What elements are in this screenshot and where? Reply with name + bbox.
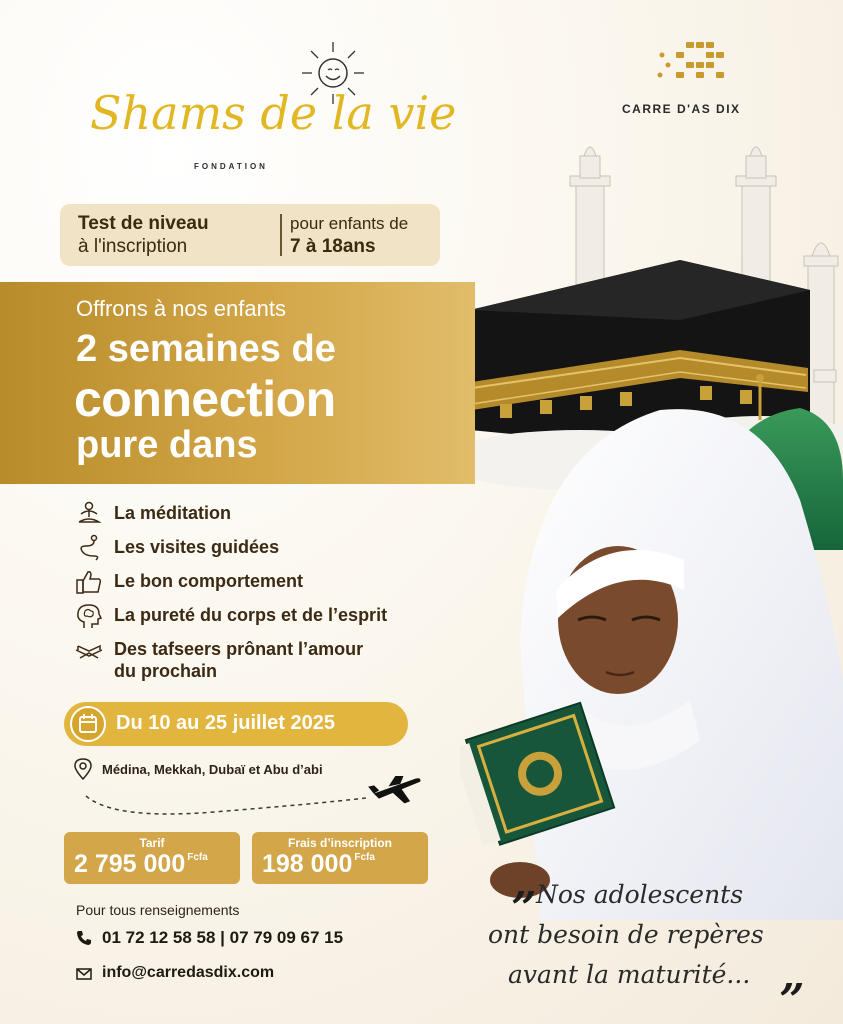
fondation-label: FONDATION	[194, 162, 268, 171]
location-text: Médina, Mekkah, Dubaï et Abu d’abi	[102, 762, 323, 777]
feature-label: La méditation	[114, 503, 232, 523]
quote-line1: Nos adolescents	[536, 880, 744, 909]
frais-label: Frais d’inscription	[287, 836, 392, 850]
shams-script-text: Shams de la vie	[90, 86, 457, 140]
carre-d-as-dix-logo	[612, 40, 762, 120]
contact-title: Pour tous renseignements	[76, 902, 240, 918]
frais-currency: Fcfa	[354, 852, 375, 863]
feature-label-line2: du prochain	[114, 661, 217, 681]
thumbs-up-icon	[74, 568, 104, 596]
quote-close-mark: „	[780, 950, 806, 1001]
carre-logo-mark-icon	[656, 40, 726, 84]
route-icon	[74, 534, 104, 562]
quote-line3: avant la maturité...	[508, 960, 751, 989]
features-list	[74, 498, 454, 686]
tarif-value	[74, 850, 208, 879]
feature-item	[74, 600, 454, 634]
carre-d-as-dix-name: CARRE D'AS DIX	[622, 102, 741, 116]
feature-label: La pureté du corps et de l’esprit	[114, 605, 388, 625]
flight-path	[74, 776, 424, 826]
test-de-niveau-badge	[60, 204, 440, 266]
feature-label: Le bon comportement	[114, 571, 304, 591]
age-range-line2: 7 à 18ans	[290, 236, 376, 257]
feature-item	[74, 634, 454, 686]
quote-block	[484, 858, 814, 1001]
tarif-amount: 2 795 000	[74, 850, 186, 878]
mail-icon	[76, 966, 92, 982]
test-de-niveau-left	[78, 212, 278, 258]
email-row	[76, 962, 436, 990]
headline-line2: 2 semaines de	[76, 328, 336, 370]
email-address[interactable]: info@carredasdix.com	[102, 964, 275, 981]
age-range	[290, 212, 440, 258]
pill-divider	[280, 214, 282, 256]
tarif-currency: Fcfa	[187, 852, 208, 863]
headline-banner	[0, 282, 475, 484]
phone-icon	[76, 930, 92, 946]
brain-icon	[74, 602, 104, 630]
quote-open-mark: „	[512, 858, 538, 909]
kaaba-and-girl-illustration	[460, 120, 843, 920]
frais-value	[262, 850, 375, 879]
calendar-icon	[70, 706, 106, 742]
headline-line4: pure dans	[76, 424, 258, 466]
location-row	[74, 758, 424, 818]
test-de-niveau-line2: à l'inscription	[78, 236, 188, 257]
headline-line1: Offrons à nos enfants	[76, 296, 286, 321]
tarif-label: Tarif	[139, 836, 165, 850]
age-range-line1: pour enfants de	[290, 214, 409, 233]
feature-label: Les visites guidées	[114, 537, 280, 557]
phone-numbers[interactable]: 01 72 12 58 58 | 07 79 09 67 15	[102, 928, 344, 947]
airplane-icon	[366, 776, 424, 810]
feature-label	[114, 638, 363, 682]
dates-badge	[64, 702, 408, 746]
frais-amount: 198 000	[262, 850, 353, 878]
frais-inscription-box	[252, 832, 428, 884]
feature-item	[74, 532, 454, 566]
contact-block	[76, 902, 436, 990]
tarif-box	[64, 832, 240, 884]
dates-text: Du 10 au 25 juillet 2025	[116, 712, 335, 734]
feature-label-line1: Des tafseers prônant l’amour	[114, 639, 364, 659]
headline-line3: connection	[74, 371, 336, 427]
feature-item	[74, 566, 454, 600]
feature-item	[74, 498, 454, 532]
meditation-icon	[74, 500, 104, 528]
book-icon	[74, 636, 104, 664]
quote-line2: ont besoin de repères	[488, 920, 764, 949]
test-de-niveau-line1: Test de niveau	[78, 213, 209, 234]
phone-row	[76, 926, 436, 954]
shams-de-la-vie-logo	[90, 38, 457, 178]
